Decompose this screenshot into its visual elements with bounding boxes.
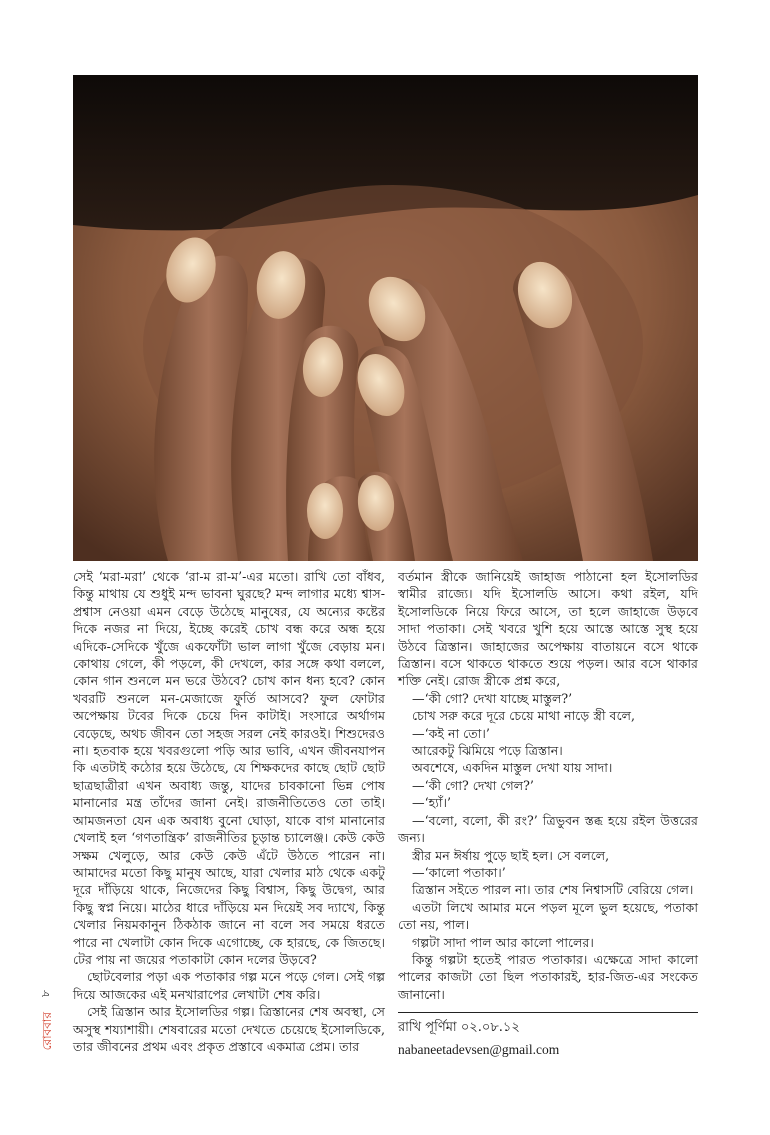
- magazine-name: রোববার: [40, 1012, 54, 1051]
- dialogue-line: অবশেষে, একদিন মাস্তুল দেখা যায় সাদা।: [412, 760, 613, 776]
- dialogue-line: গল্পটা সাদা পাল আর কালো পালের।: [412, 934, 594, 950]
- dialogue-line: আরেকটু ঝিমিয়ে পড়ে ত্রিস্তান।: [412, 743, 563, 759]
- signature-date: রাখি পূর্ণিমা ০২.০৮.১২: [398, 1020, 520, 1035]
- paragraph: বর্তমান স্ত্রীকে জানিয়েই জাহাজ পাঠানো হল ইসোলডির স্বামীর রাজ্যে। যদি ইসোলডি আসে। কথা রইল, যদি ইসোলডিকে নিয়ে ফিরে আসে, তা হলে জাহাজে উড়বে সাদা পতাকা। সেই খবরে খুশি হয়ে আস্তে আস্তে সুস্থ হয়ে উঠবে ত্রিস্তান। জাহাজের অপেক্ষায় বাতায়নে বসে থাকে ত্রিস্তান। বসে থাকতে থাকতে শুয়ে পড়ল। আর বসে থাকার শক্তি নেই। রোজ স্ত্রীকে প্রশ্ন করে,: [398, 569, 698, 689]
- paragraph: এতটা লিখে আমার মনে পড়ল মূলে ভুল হয়েছে, পতাকা তো নয়, পাল।: [398, 899, 698, 933]
- paragraph: সেই ‘মরা-মরা’ থেকে ‘রা-ম রা-ম’-এর মতো। রাখি তো বাঁধব, কিন্তু মাথায় যে শুধুই মন্দ ভাবনা ঘুরছে? মন্দ লাগার মধ্যে শ্বাস-প্রশ্বাস নেওয়া এমন বেড়ে উঠেছে মানুষের, যে অন্যের কষ্টের দিকে নজর না দিয়ে, ইচ্ছে করেই চোখ বন্ধ করে অন্ধ হয়ে এদিকে-সেদিকে খুঁজে একফোঁটা ভাল লাগা খুঁজে বেড়ায় মন। কোথায় গেলে, কী পড়লে, কী দেখলে, কার সঙ্গে কথা বললে, কোন গান শুনলে মন ভরে উঠবে? চোখ কান ধন্য হবে? কোন খবরটি শুনলে মন-মেজাজে ফুর্তি আসবে? ফুল ফোটার অপেক্ষায় টবের দিকে চেয়ে দিন কাটাই। সংসারে অর্থাগম বেড়েছে, অথচ জীবন তো সহজ সরল নেই কারওই। শিশুদেরও না। হতবাক হয়ে খবরগুলো পড়ি আর ভাবি, এখন জীবনযাপন কি এতটাই কঠোর হয়ে উঠেছে, যে শিক্ষকদের কাছে ছোট ছোট ছাত্রছাত্রীরা এখন অবাধ্য জন্তু, যাদের চাবকানো ভিন্ন পোষ মানানোর মন্ত্র তাঁদের জানা নেই। রাজনীতিতেও তো তাই। আমজনতা যেন এক অবাধ্য বুনো ঘোড়া, যাকে বাগ মানানোর খেলাই হল ‘গণতান্ত্রিক’ রাজনীতির চূড়ান্ত চ্যালেঞ্জ। কেউ কেউ সক্ষম খেলুড়ে, আর কেউ কেউ এঁটে উঠতে পারেন না। আমাদের মতো কিছু মানুষ আছে, যারা খেলার মাঠ থেকে একটু দূরে দাঁড়িয়ে থাকে, নিজেদের কিছু বিশ্বাস, কিছু উদ্বেগ, আর কিছু স্বপ্ন নিয়ে। মাঠের ধারে দাঁড়িয়ে মন দিয়েই সব দ্যাখে, কিন্তু খেলার নিয়মকানুন ঠিকঠাক জানে না বলে সব সময়ে ধরতে পারে না খেলাটা কোন দিকে এগোচ্ছে, কে হারছে, কে জিতছে। টের পায় না জয়ের পতাকাটা কোন দলের উড়বে?: [73, 569, 385, 967]
- signature-divider: [398, 1012, 698, 1013]
- dialogue-line: —‘কী গো? দেখা যাচ্ছে মাস্তুল?’: [412, 690, 573, 706]
- article-right-column: [398, 568, 698, 1003]
- dialogue-line: —‘কালো পতাকা।’: [412, 864, 506, 880]
- paragraph: সেই ত্রিস্তান আর ইসোলডির গল্প। ত্রিস্তানের শেষ অবস্থা, সে অসুস্থ শয্যাশায়ী। শেষবারের মতো দেখতে চেয়েছে ইসোলডিকে, তার জীবনের প্রথম এবং প্রকৃত প্রস্তাবে একমাত্র প্রেম। তার: [73, 1004, 385, 1054]
- author-email: nabaneetadevsen@gmail.com: [398, 1042, 560, 1057]
- dialogue-line: স্ত্রীর মন ঈর্ষায় পুড়ে ছাই হল। সে বললে,: [412, 847, 610, 863]
- dialogue-line: —‘কী গো? দেখা গেল?’: [412, 777, 534, 793]
- article-left-column: [73, 568, 385, 1055]
- page-number: ৮: [39, 990, 52, 998]
- paragraph: ছোটবেলার পড়া এক পতাকার গল্প মনে পড়ে গেল। সেই গল্প দিয়ে আজকের এই মনখারাপের লেখাটা শেষ করি।: [73, 969, 385, 1002]
- dialogue-line: —‘হ্যাঁ।’: [412, 795, 452, 811]
- page-footer-vertical: [33, 990, 57, 1070]
- photo-illustration: [73, 75, 698, 561]
- dialogue-line: চোখ সরু করে দূরে চেয়ে মাথা নাড়ে স্ত্রী বলে,: [412, 708, 636, 724]
- paragraph: কিন্তু গল্পটা হতেই পারত পতাকার। এক্ষেত্রে সাদা কালো পালের কাজটা তো ছিল পতাকারই, হার-জিত-এর সংকেত জানানো।: [398, 951, 698, 1002]
- dialogue-line: ত্রিস্তান সইতে পারল না। তার শেষ নিশ্বাসটি বেরিয়ে গেল।: [412, 882, 694, 898]
- hands-covering-face-photo: [73, 75, 698, 561]
- paragraph: —‘বলো, বলো, কী রং?’ ত্রিভুবন স্তব্ধ হয়ে রইল উত্তরের জন্য।: [398, 812, 698, 846]
- dialogue-line: —‘কই না তো।’: [412, 725, 490, 741]
